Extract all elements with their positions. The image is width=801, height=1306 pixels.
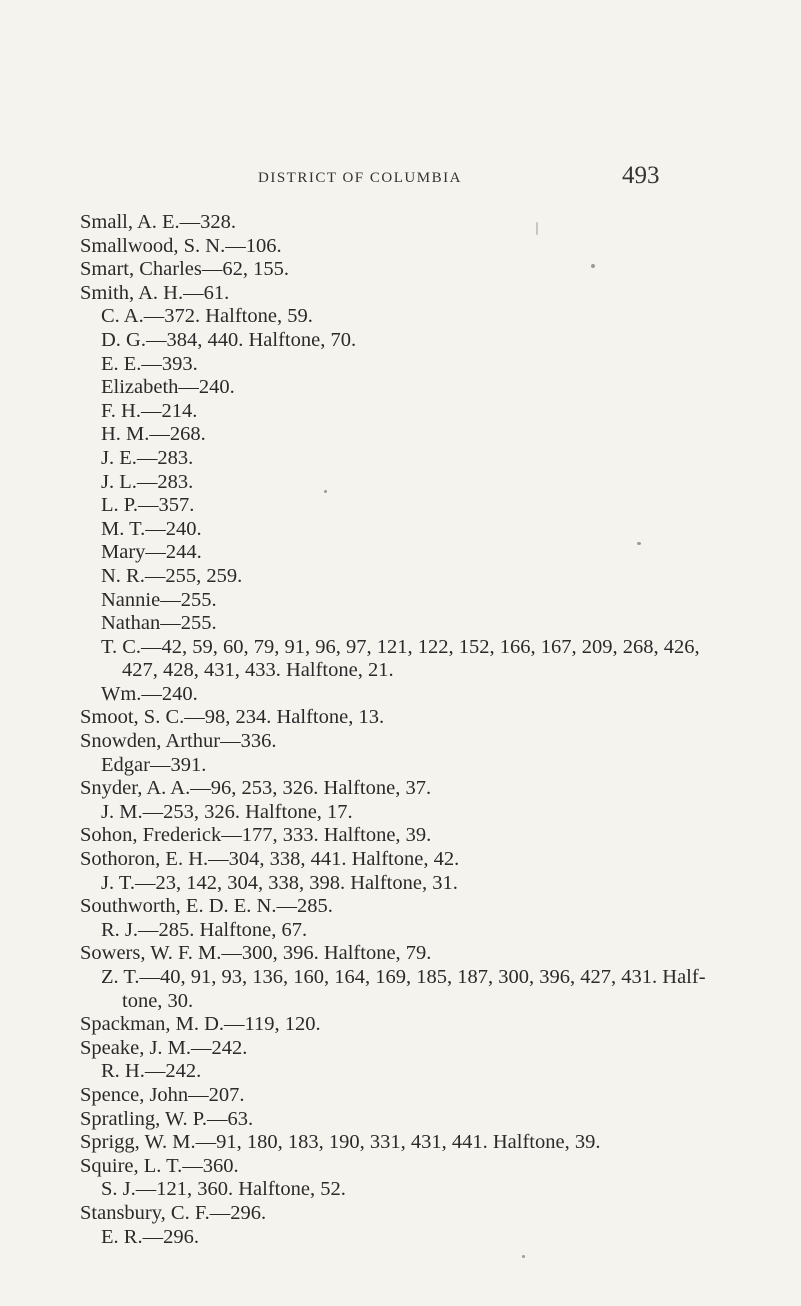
- entry-continuation: tone, 30.: [122, 989, 194, 1012]
- entry-text: Wm.—240.: [101, 682, 198, 705]
- entry-text: Sothoron, E. H.—304, 338, 441. Halftone, 42.: [80, 848, 460, 871]
- entry-text: J. E.—283.: [101, 446, 194, 469]
- entry-text: Edgar—391.: [101, 753, 207, 776]
- entry-text: J. T.—23, 142, 304, 338, 398. Halftone, 31.: [101, 871, 458, 894]
- paper-speck: [522, 1255, 525, 1258]
- index-entry: [80, 777, 792, 801]
- entry-text: Mary—244.: [101, 541, 202, 564]
- index-subentry: [80, 400, 792, 424]
- entry-text: Smith, A. H.—61.: [80, 281, 230, 304]
- index-subentry: [80, 589, 792, 613]
- index-subentry: [80, 353, 792, 377]
- entry-text: C. A.—372. Halftone, 59.: [101, 305, 313, 328]
- index-subentry: [80, 447, 792, 471]
- index-subentry: [80, 541, 792, 565]
- paper-speck: [324, 490, 327, 493]
- index-entry: [80, 1202, 792, 1226]
- entry-text: J. M.—253, 326. Halftone, 17.: [101, 800, 353, 823]
- index-entry: [80, 1108, 792, 1132]
- entry-text: Speake, J. M.—242.: [80, 1036, 248, 1059]
- entry-text: F. H.—214.: [101, 399, 198, 422]
- index-subentry: [80, 636, 792, 683]
- entry-continuation: 427, 428, 431, 433. Halftone, 21.: [122, 659, 394, 682]
- entry-text: Snyder, A. A.—96, 253, 326. Halftone, 37.: [80, 777, 432, 800]
- index-entry: [80, 895, 792, 919]
- entry-text: E. E.—393.: [101, 352, 198, 375]
- paper-speck: [637, 542, 641, 545]
- paper-speck: [536, 222, 538, 235]
- page-number: 493: [622, 162, 660, 189]
- index-subentry: [80, 919, 792, 943]
- page-header: [0, 158, 801, 198]
- entry-text: Smoot, S. C.—98, 234. Halftone, 13.: [80, 706, 385, 729]
- index-entry: [80, 1084, 792, 1108]
- index-entry: [80, 824, 792, 848]
- index-subentry: [80, 801, 792, 825]
- index-entry: [80, 1131, 792, 1155]
- index-subentry: [80, 305, 792, 329]
- entry-text: R. H.—242.: [101, 1060, 202, 1083]
- entry-text: Smart, Charles—62, 155.: [80, 258, 289, 281]
- entry-text: E. R.—296.: [101, 1225, 199, 1248]
- index-subentry: [80, 612, 792, 636]
- entry-text: Sohon, Frederick—177, 333. Halftone, 39.: [80, 824, 432, 847]
- index-entry: [80, 730, 792, 754]
- entry-text: Squire, L. T.—360.: [80, 1154, 239, 1177]
- entry-text: Nannie—255.: [101, 588, 217, 611]
- index-entry: [80, 1155, 792, 1179]
- entry-text: H. M.—268.: [101, 423, 206, 446]
- entry-text: R. J.—285. Halftone, 67.: [101, 918, 308, 941]
- index-entry: [80, 282, 792, 306]
- index-subentry: [80, 565, 792, 589]
- entry-text: M. T.—240.: [101, 517, 202, 540]
- entry-text: Z. T.—40, 91, 93, 136, 160, 164, 169, 185, 187, 300, 396, 427, 431. Half-: [101, 966, 706, 988]
- entry-text: Sprigg, W. M.—91, 180, 183, 190, 331, 431, 441. Halftone, 39.: [80, 1131, 601, 1154]
- entry-text: Nathan—255.: [101, 612, 217, 635]
- index-entry: [80, 942, 792, 966]
- entry-text: N. R.—255, 259.: [101, 564, 243, 587]
- index-entry: [80, 706, 792, 730]
- index-subentry: [80, 1178, 792, 1202]
- entry-text: Small, A. E.—328.: [80, 211, 237, 233]
- index-subentry: [80, 1060, 792, 1084]
- index-entry: [80, 1037, 792, 1061]
- entry-text: S. J.—121, 360. Halftone, 52.: [101, 1178, 346, 1201]
- entry-text: Southworth, E. D. E. N.—285.: [80, 895, 333, 918]
- index-subentry: [80, 754, 792, 778]
- index-subentry: [80, 872, 792, 896]
- index-subentry: [80, 423, 792, 447]
- entry-text: Smallwood, S. N.—106.: [80, 234, 282, 257]
- index-entry: [80, 235, 792, 259]
- index-subentry: [80, 683, 792, 707]
- index-subentry: [80, 1226, 792, 1250]
- entry-text: L. P.—357.: [101, 494, 195, 517]
- entry-text: Sowers, W. F. M.—300, 396. Halftone, 79.: [80, 942, 432, 965]
- index-entry: [80, 258, 792, 282]
- paper-speck: [591, 264, 595, 268]
- entry-text: Stansbury, C. F.—296.: [80, 1201, 267, 1224]
- index-subentry: [80, 966, 792, 1013]
- index-subentry: [80, 494, 792, 518]
- entry-text: Spence, John—207.: [80, 1083, 245, 1106]
- entry-text: Spackman, M. D.—119, 120.: [80, 1013, 321, 1036]
- entry-text: Snowden, Arthur—336.: [80, 730, 277, 753]
- index-entry: [80, 211, 792, 235]
- running-title: DISTRICT OF COLUMBIA: [258, 170, 462, 186]
- entry-text: T. C.—42, 59, 60, 79, 91, 96, 97, 121, 122, 152, 166, 167, 209, 268, 426,: [101, 635, 700, 658]
- entry-text: Elizabeth—240.: [101, 376, 235, 399]
- index-entries: [80, 211, 792, 1249]
- index-subentry: [80, 376, 792, 400]
- index-entry: [80, 848, 792, 872]
- entry-text: J. L.—283.: [101, 470, 194, 493]
- entry-text: Spratling, W. P.—63.: [80, 1107, 254, 1130]
- index-subentry: [80, 329, 792, 353]
- entry-text: D. G.—384, 440. Halftone, 70.: [101, 328, 357, 351]
- index-entry: [80, 1013, 792, 1037]
- index-subentry: [80, 471, 792, 495]
- index-subentry: [80, 518, 792, 542]
